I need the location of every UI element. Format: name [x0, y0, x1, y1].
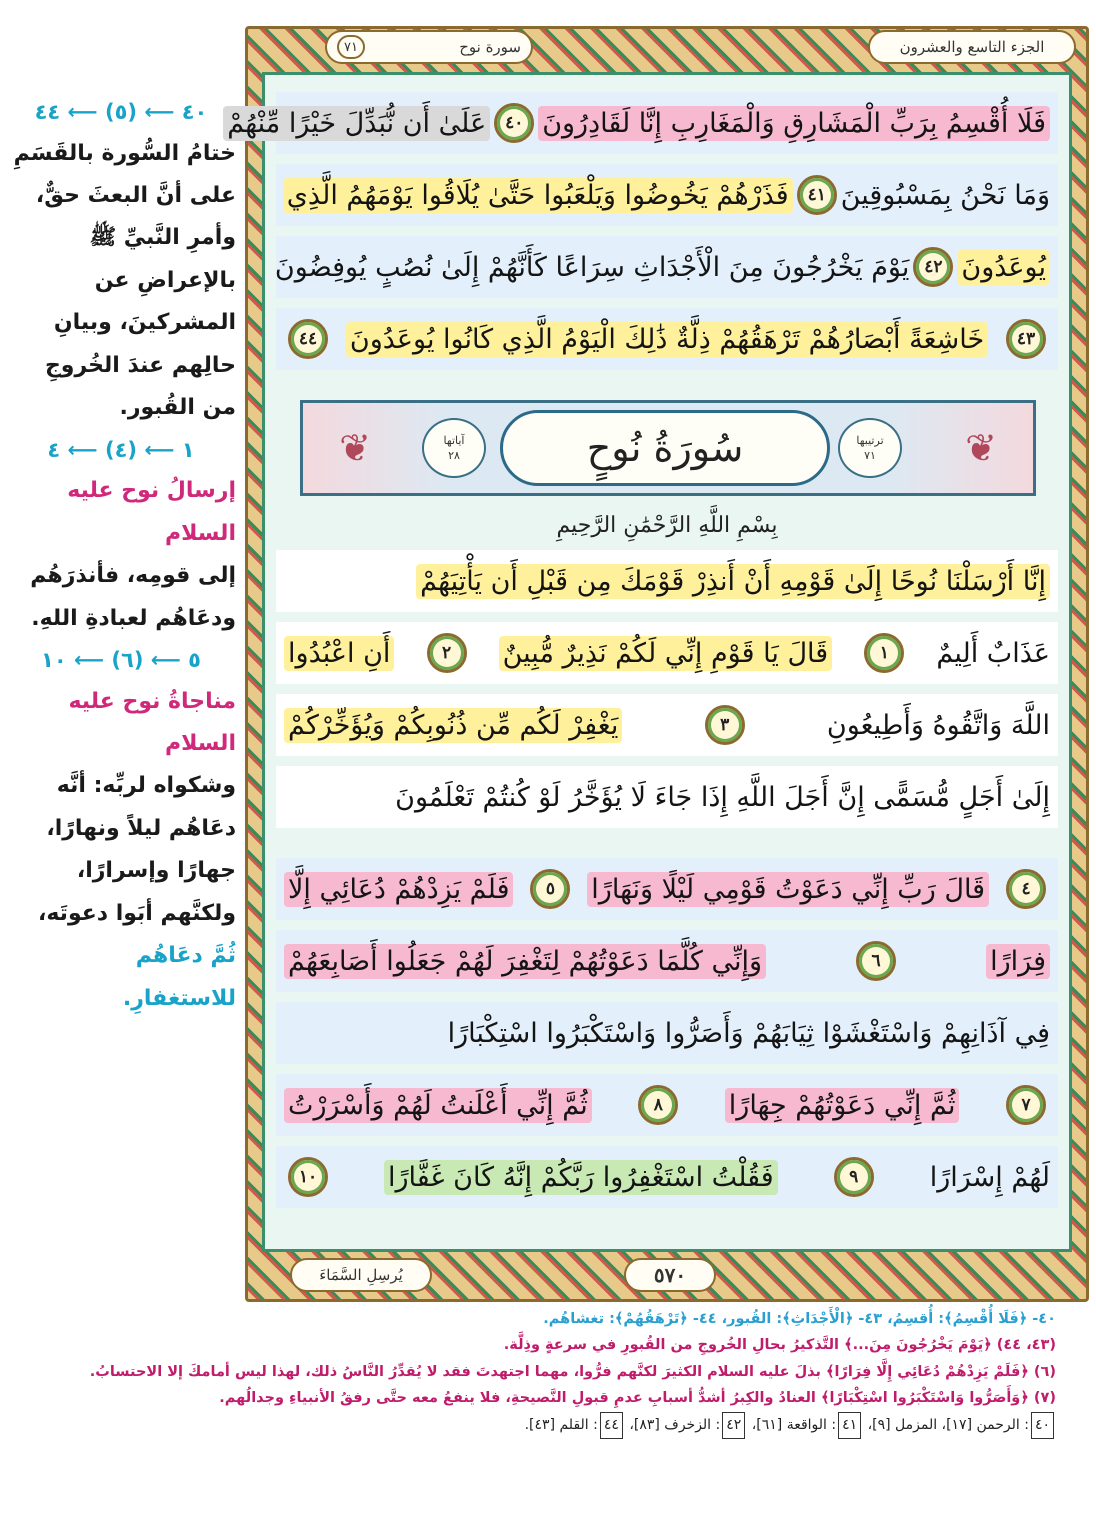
verse-range: ١ ⟵ (٤) ⟵ ٤	[47, 437, 195, 462]
verse-line	[276, 930, 1058, 992]
verse-text: يَغْفِرْ لَكُم مِّن ذُنُوبِكُمْ وَيُؤَخِّرْكُمْ	[284, 708, 622, 743]
verse-text: يُوعَدُونَ	[957, 250, 1050, 285]
verse-number-marker: ٤	[1006, 869, 1046, 909]
surah-title: سُورَةُ نُوحٍ	[500, 410, 830, 486]
floral-ornament-icon: ❦	[965, 426, 997, 470]
verse-number-marker: ٢	[427, 633, 467, 673]
sidebar-text: من القُبور.	[119, 395, 236, 421]
sidebar-emphasis: ثُمَّ دعَاهُم	[135, 943, 236, 969]
next-page-hint: يُرسِلِ السَّمَاءَ	[290, 1258, 432, 1292]
verse-line	[276, 694, 1058, 756]
verse-line	[276, 1074, 1058, 1136]
verse-text: قَالَ رَبِّ إِنِّي دَعَوْتُ قَوْمِي لَيْلًا وَنَهَارًا	[587, 872, 989, 907]
surah-ayat-badge	[422, 418, 486, 478]
ref-verse-number: ٤٤	[600, 1412, 623, 1439]
verse-text: فَلَا أُقْسِمُ بِرَبِّ الْمَشَارِقِ وَالْمَغَارِبِ إِنَّا لَقَادِرُونَ	[538, 108, 1050, 139]
sidebar-text: إلى قومِه، فأنذرَهُم	[30, 563, 236, 589]
verse-number-marker: ١	[864, 633, 904, 673]
sidebar-text: جهارًا وإسرارًا،	[76, 858, 236, 884]
ref-text: : الرحمن [١٧]، المزمل [٩]،	[867, 1416, 1029, 1433]
footnotes	[40, 1306, 1056, 1439]
verse-range: ٤٠ ⟵ (٥) ⟵ ٤٤	[34, 100, 208, 124]
surah-label	[325, 30, 533, 64]
verse-text: لَهُمْ إِسْرَارًا	[929, 1161, 1050, 1193]
verse-text: خَاشِعَةً أَبْصَارُهُمْ تَرْهَقُهُمْ ذِلَّةٌ ذَٰلِكَ الْيَوْمُ الَّذِي كَانُوا يُوعَدُونَ	[346, 322, 988, 357]
verse-text: ثُمَّ إِنِّي دَعَوْتُهُمْ جِهَارًا	[725, 1088, 960, 1123]
verse-text: فَذَرْهُمْ يَخُوضُوا وَيَلْعَبُوا حَتَّىٰ يُلَاقُوا يَوْمَهُمُ الَّذِي	[283, 178, 793, 213]
verse-line	[276, 550, 1058, 612]
surah-order-badge	[838, 418, 902, 478]
sidebar-text: المشركينَ، وبيانِ	[53, 310, 236, 336]
verse-number-marker: ٤٠	[494, 103, 534, 143]
verse-text: وَإِنِّي كُلَّمَا دَعَوْتُهُمْ لِتَغْفِرَ لَهُمْ جَعَلُوا أَصَابِعَهُمْ	[284, 944, 766, 979]
reflection-note: (٦) ﴿فَلَمْ يَزِدْهُمْ دُعَائِي إِلَّا فِرَارًا﴾ بذلَ عليه السلام الكثيرَ لكنَّهم فرُّوا، مهما اجتهدتَ فقد لا يُقدِّرُ النَّاسُ ذلك، لهذا ليس أمامكَ إلا الاحتسابُ.	[89, 1363, 1056, 1380]
verse-line	[276, 236, 1058, 298]
verse-number-marker: ١٠	[288, 1157, 328, 1197]
verse-line	[276, 766, 1058, 828]
verse-line	[276, 1146, 1058, 1208]
sidebar-text: ولكنَّهم أبَوا دعوتَه،	[37, 900, 236, 926]
verse-line	[276, 858, 1058, 920]
reflection-note: (٧) ﴿وَأَصَرُّوا وَاسْتَكْبَرُوا اسْتِكْبَارًا﴾ العنادُ والكِبرُ أشدُّ أسبابِ عدمِ قبولِ النَّصيحةِ، فلا ينفعُ معه حتَّى رفقُ الأنبياءِ وجدالُهم.	[219, 1390, 1056, 1407]
sidebar-text: وشكواه لربِّه: أنَّه	[56, 773, 236, 799]
sidebar-text: بالإعراضِ عن	[94, 267, 236, 293]
verse-text: إِنَّا أَرْسَلْنَا نُوحًا إِلَىٰ قَوْمِهِ أَنْ أَنذِرْ قَوْمَكَ مِن قَبْلِ أَن يَأْتِيَهُمْ	[416, 566, 1050, 597]
basmala: بِسْمِ اللَّهِ الرَّحْمَٰنِ الرَّحِيمِ	[556, 512, 778, 538]
cross-references	[40, 1412, 1056, 1439]
verse-text: وَمَا نَحْنُ بِمَسْبُوقِينَ	[840, 179, 1050, 211]
ref-text: : الزخرف [٨٣]،	[629, 1416, 721, 1433]
surah-ayat-label: آياتها	[443, 433, 465, 447]
surah-order-label: ترتيبها	[856, 433, 884, 447]
sidebar-text: ودعَاهُم لعبادةِ اللهِ.	[31, 605, 236, 631]
sidebar-text: ختامُ السُّورة بالقَسَمِ	[13, 140, 236, 166]
verse-text: ثُمَّ إِنِّي أَعْلَنتُ لَهُمْ وَأَسْرَرْتُ	[284, 1088, 592, 1123]
surah-label-text: سورة نوح	[459, 38, 521, 56]
verse-number-marker: ٤٣	[1006, 319, 1046, 359]
verse-text: اللَّهَ وَاتَّقُوهُ وَأَطِيعُونِ	[826, 709, 1050, 741]
verse-text: أَنِ اعْبُدُوا	[284, 636, 394, 671]
tafsir-sidebar	[6, 92, 236, 1020]
sidebar-emphasis: للاستغفارِ.	[122, 985, 236, 1011]
surah-ayat-value: ٢٨	[448, 449, 460, 462]
verse-number-marker: ٤٢	[913, 247, 953, 287]
verse-text: قَالَ يَا قَوْمِ إِنِّي لَكُمْ نَذِيرٌ مُّبِينٌ	[499, 636, 833, 671]
verse-line	[276, 622, 1058, 684]
verse-line	[276, 164, 1058, 226]
verse-number-marker: ٧	[1006, 1085, 1046, 1125]
verse-text: فَقُلْتُ اسْتَغْفِرُوا رَبَّكُمْ إِنَّهُ كَانَ غَفَّارًا	[384, 1160, 778, 1195]
verse-text: إِلَىٰ أَجَلٍ مُّسَمًّى إِنَّ أَجَلَ اللَّهِ إِذَا جَاءَ لَا يُؤَخَّرُ لَوْ كُنتُمْ تَعْلَمُونَ	[395, 781, 1050, 813]
surah-order-value: ٧١	[864, 449, 876, 462]
verse-line	[276, 1002, 1058, 1064]
verse-number-marker: ٣	[705, 705, 745, 745]
reflection-note: (٤٣، ٤٤) ﴿يَوْمَ يَخْرُجُونَ مِنَ...﴾ التَّذكيرُ بحالِ الخُروجِ من القُبورِ في سرعةٍ وذِلَّة.	[503, 1337, 1056, 1354]
sidebar-text: دعَاهُم ليلاً ونهارًا،	[46, 815, 236, 841]
sidebar-text: على أنَّ البعثَ حقٌّ،	[35, 182, 236, 208]
juz-label: الجزء التاسع والعشرون	[868, 30, 1076, 64]
verse-number-marker: ٨	[638, 1085, 678, 1125]
floral-ornament-icon: ❦	[339, 426, 371, 470]
vocabulary-note: ٤٠- ﴿فَلَا أُقْسِمُ﴾: أُقسِمُ، ٤٣- ﴿الْأَجْدَاثِ﴾: القُبور، ٤٤- ﴿تَرْهَقُهُمْ﴾: تغشاهُم.	[543, 1311, 1056, 1327]
verse-text: فِي آذَانِهِمْ وَاسْتَغْشَوْا ثِيَابَهُمْ وَأَصَرُّوا وَاسْتَكْبَرُوا اسْتِكْبَارًا	[447, 1017, 1050, 1049]
verse-number-marker: ٤١	[797, 175, 837, 215]
verse-text: فِرَارًا	[986, 944, 1050, 979]
verse-range: ٥ ⟵ (٦) ⟵ ١٠	[41, 648, 201, 673]
ref-verse-number: ٤١	[838, 1412, 861, 1439]
page-number: ٥٧٠	[624, 1258, 716, 1292]
ref-text: : الواقعة [٦١]،	[751, 1416, 837, 1433]
ref-text: : القلم [٤٣].	[524, 1416, 598, 1433]
sidebar-text: حالِهم عندَ الخُروجِ	[44, 352, 236, 378]
section-title: مناجاةُ نوح عليه السلام	[68, 688, 236, 756]
surah-number: ٧١	[337, 35, 365, 59]
verse-number-marker: ٦	[856, 941, 896, 981]
verse-text: عَذَابٌ أَلِيمٌ	[936, 637, 1050, 669]
ref-verse-number: ٤٢	[722, 1412, 745, 1439]
verse-text: عَلَىٰ أَن نُّبَدِّلَ خَيْرًا مِّنْهُمْ	[223, 106, 490, 141]
verse-number-marker: ٤٤	[288, 319, 328, 359]
verse-number-marker: ٥	[530, 869, 570, 909]
verse-number-marker: ٩	[834, 1157, 874, 1197]
sidebar-text: وأمرِ النَّبيِّ ﷺ	[89, 225, 236, 251]
section-title: إرسالُ نوح عليه السلام	[67, 478, 236, 546]
verse-line	[276, 308, 1058, 370]
verse-line	[227, 92, 1058, 154]
verse-text: يَوْمَ يَخْرُجُونَ مِنَ الْأَجْدَاثِ سِرَاعًا كَأَنَّهُمْ إِلَىٰ نُصُبٍ يُوفِضُونَ	[274, 251, 910, 283]
verse-text: فَلَمْ يَزِدْهُمْ دُعَائِي إِلَّا	[284, 872, 513, 907]
ref-verse-number: ٤٠	[1031, 1412, 1054, 1439]
